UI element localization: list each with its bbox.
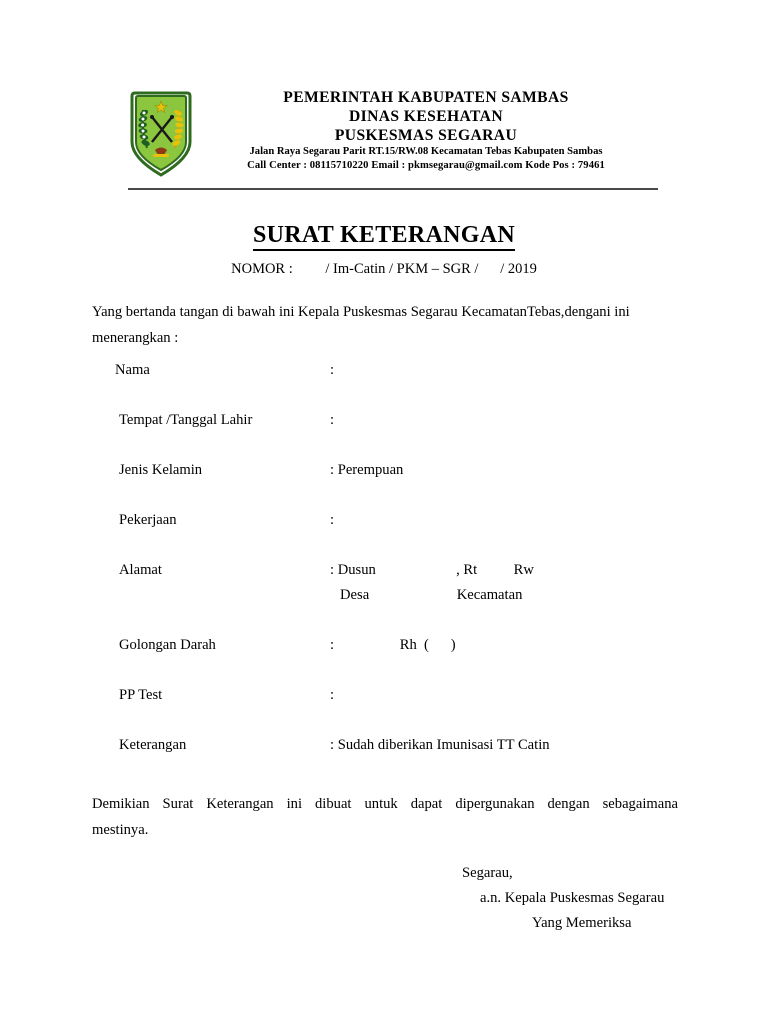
contact-line: Call Center : 08115710220 Email : pkmsegarau@gmail.com Kode Pos : 79461 <box>247 160 605 171</box>
signature-block <box>462 861 762 936</box>
signature-place: Segarau, <box>462 865 513 881</box>
field-row-pp-test <box>92 687 682 737</box>
document-number: NOMOR : / Im-Catin / PKM – SGR / / 2019 <box>231 261 537 277</box>
signature-role: Yang Memeriksa <box>532 915 632 931</box>
field-label: Pekerjaan <box>119 512 177 528</box>
field-label: Jenis Kelamin <box>119 462 203 478</box>
field-value: : Rh ( ) <box>330 637 456 653</box>
field-value: : <box>330 512 335 528</box>
field-row-keterangan <box>92 737 682 787</box>
letterhead-divider <box>128 188 658 190</box>
field-value: : Sudah diberikan Imunisasi TT Catin <box>330 737 550 753</box>
page-title <box>0 222 768 249</box>
field-label: PP Test <box>119 687 163 703</box>
page-title-text: SURAT KETERANGAN <box>253 222 515 251</box>
letterhead-text <box>194 88 658 173</box>
closing-paragraph <box>92 791 678 843</box>
org-line-1: PEMERINTAH KABUPATEN SAMBAS <box>283 89 569 106</box>
field-row-alamat <box>92 562 682 637</box>
field-label: Golongan Darah <box>119 637 216 653</box>
field-value: : Dusun , Rt Rw <box>330 562 534 578</box>
field-value: : <box>330 362 335 378</box>
field-label: Nama <box>115 362 150 378</box>
org-line-2: DINAS KESEHATAN <box>348 108 504 125</box>
field-label: Alamat <box>119 562 162 578</box>
field-row-golongan-darah <box>92 637 682 687</box>
org-line-3: PUSKESMAS SEGARAU <box>334 127 518 144</box>
field-list <box>92 362 682 787</box>
letterhead <box>128 88 658 184</box>
signature-on-behalf: a.n. Kepala Puskesmas Segarau <box>480 890 665 906</box>
field-label: Tempat /Tanggal Lahir <box>119 412 253 428</box>
field-value: : <box>330 412 335 428</box>
address-line: Jalan Raya Segarau Parit RT.15/RW.08 Kecamatan Tebas Kabupaten Sambas <box>249 146 603 157</box>
field-row-tempat-tanggal-lahir <box>92 412 682 462</box>
field-row-pekerjaan <box>92 512 682 562</box>
intro-paragraph: Yang bertanda tangan di bawah ini Kepala Puskesmas Segarau KecamatanTebas,dengani ini menerangkan : <box>92 304 630 346</box>
kabupaten-sambas-logo-icon <box>128 90 194 178</box>
field-value-second-line: Desa Kecamatan <box>340 587 523 603</box>
closing-line-2: mestinya. <box>92 822 149 838</box>
field-value: : <box>330 687 335 703</box>
field-row-jenis-kelamin <box>92 462 682 512</box>
field-label: Keterangan <box>119 737 187 753</box>
field-value: : Perempuan <box>330 462 404 478</box>
closing-line-1: Demikian Surat Keterangan ini dibuat untuk dapat dipergunakan dengan sebagaimana <box>92 796 678 812</box>
field-row-nama <box>92 362 682 412</box>
